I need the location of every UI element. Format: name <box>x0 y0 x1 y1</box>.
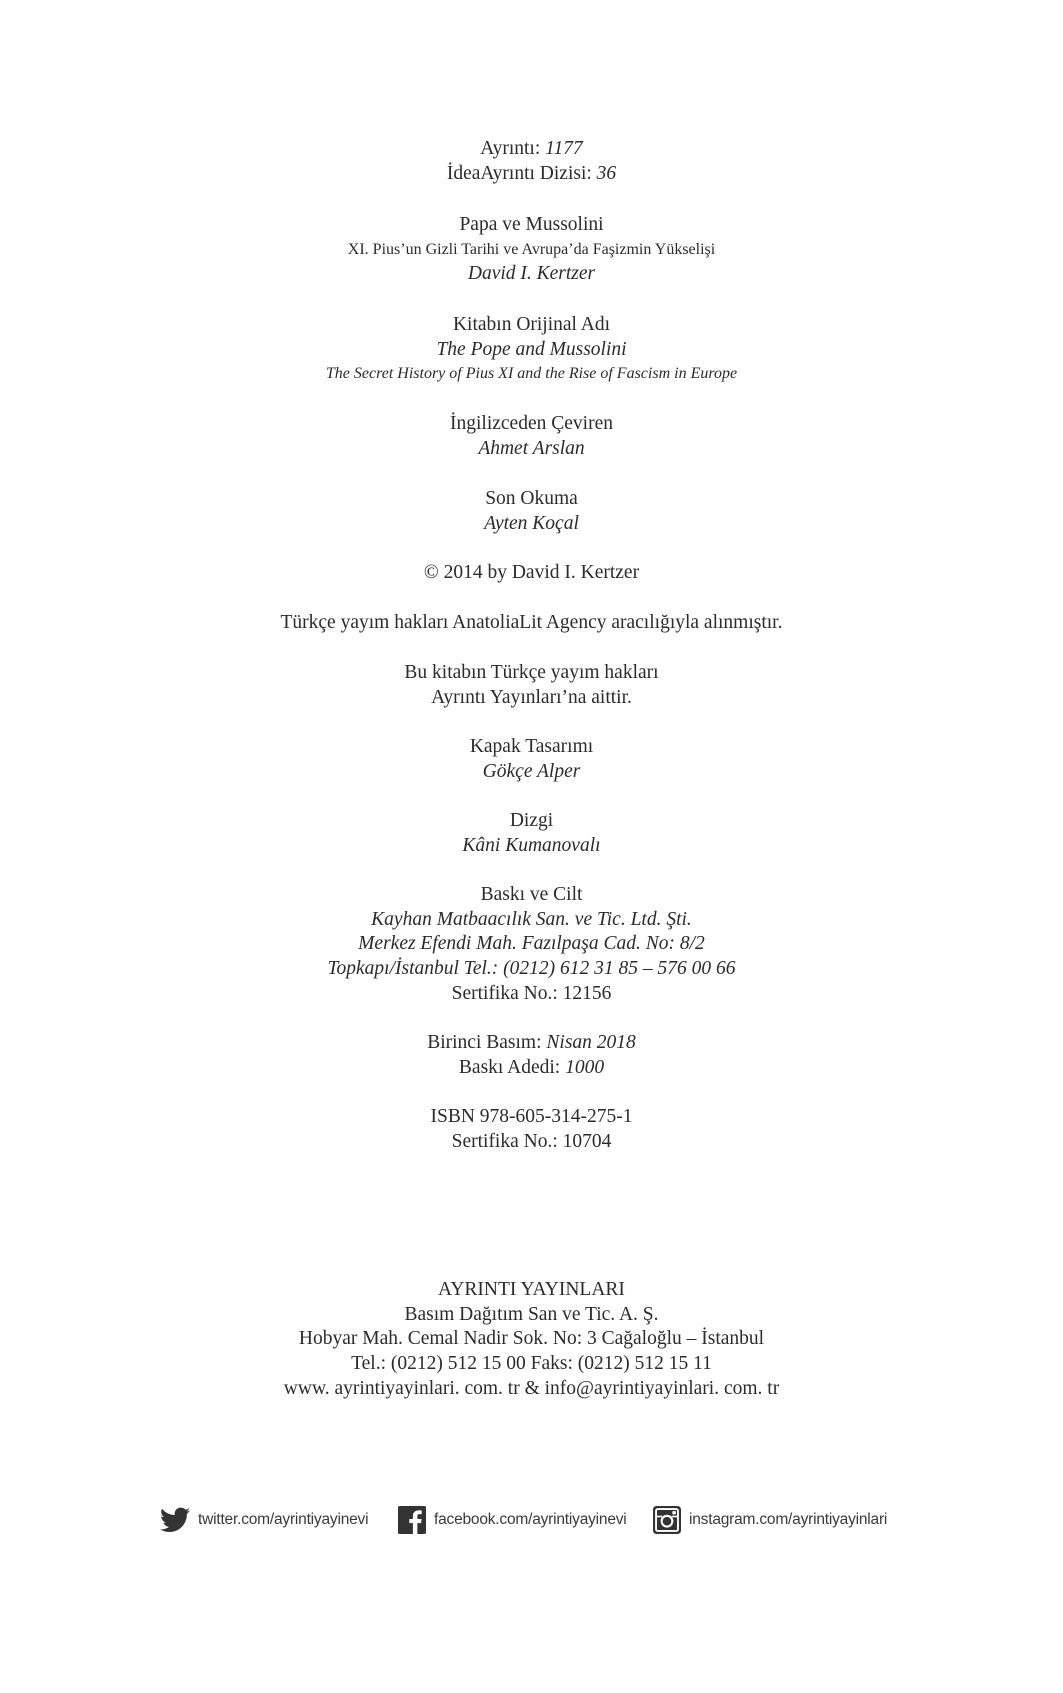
twitter-handle: twitter.com/ayrintiyayinevi <box>198 1511 369 1528</box>
print-run: 1000 <box>565 1056 605 1078</box>
printing-block <box>0 883 1063 1007</box>
original-title: The Pope and Mussolini <box>436 338 627 360</box>
rights-block <box>0 661 1063 710</box>
translator-block <box>0 412 1063 461</box>
cover-design-block <box>0 735 1063 784</box>
translator-label: İngilizceden Çeviren <box>450 413 613 434</box>
facebook-handle: facebook.com/ayrintiyayinevi <box>434 1511 627 1528</box>
title-block <box>0 213 1063 287</box>
publisher-block <box>0 1278 1063 1402</box>
instagram-handle: instagram.com/ayrintiyayinlari <box>689 1511 888 1528</box>
sub-series-number: 36 <box>596 162 617 184</box>
book-title: Papa ve Mussolini <box>459 214 604 235</box>
twitter-icon <box>160 1507 190 1533</box>
isbn-block <box>0 1105 1063 1154</box>
proofreader-name: Ayten Koçal <box>484 512 579 534</box>
facebook-icon <box>398 1506 426 1534</box>
sub-series-label: İdeaAyrıntı Dizisi: <box>446 162 597 184</box>
book-subtitle: XI. Pius’un Gizli Tarihi ve Avrupa’da Faşizmin Yükselişi <box>347 240 716 258</box>
isbn: ISBN 978-605-314-275-1 <box>430 1106 633 1127</box>
publisher-company: Basım Dağıtım San ve Tic. A. Ş. <box>404 1303 659 1325</box>
typesetting-label: Dizgi <box>509 810 554 831</box>
print-run-label: Baskı Adedi: <box>458 1056 566 1078</box>
first-edition-date: Nisan 2018 <box>546 1032 636 1053</box>
publisher-web-email: www. ayrintiyayinlari. com. tr & info@ayrintiyayinlari. com. tr <box>283 1377 780 1399</box>
original-title-block <box>0 313 1063 387</box>
print-run-line <box>0 1056 1063 1081</box>
proofreading-label: Son Okuma <box>485 488 578 509</box>
original-title-label: Kitabın Orijinal Adı <box>452 314 611 335</box>
series-label: Ayrıntı: <box>480 138 546 159</box>
instagram-link[interactable] <box>653 1504 887 1536</box>
typesetter-name: Kâni Kumanovalı <box>462 834 601 856</box>
book-author: David I. Kertzer <box>467 263 596 285</box>
copyright-block <box>0 561 1063 586</box>
cover-designer: Gökçe Alper <box>482 760 581 782</box>
publisher-address: Hobyar Mah. Cemal Nadir Sok. No: 3 Cağaloğlu – İstanbul <box>298 1328 765 1350</box>
translator-name: Ahmet Arslan <box>478 437 585 459</box>
typesetting-block <box>0 809 1063 858</box>
original-subtitle: The Secret History of Pius XI and the Rise of Fascism in Europe <box>325 365 738 383</box>
proofreading-block <box>0 487 1063 536</box>
publisher-phone-fax: Tel.: (0212) 512 15 00 Faks: (0212) 512 15 11 <box>351 1353 712 1375</box>
rights-agency-block <box>0 611 1063 636</box>
cover-design-label: Kapak Tasarımı <box>469 736 594 757</box>
printer-certificate: Sertifika No.: 12156 <box>451 982 612 1004</box>
printer-city-phone: Topkapı/İstanbul Tel.: (0212) 612 31 85 – 576 00 66 <box>327 958 736 980</box>
instagram-icon <box>653 1506 681 1534</box>
publisher-certificate: Sertifika No.: 10704 <box>451 1130 612 1152</box>
publisher-name: AYRINTI YAYINLARI <box>438 1279 625 1300</box>
facebook-link[interactable] <box>398 1504 627 1536</box>
series-block <box>0 137 1063 186</box>
first-edition-line <box>0 1031 1063 1056</box>
sub-series-line <box>0 162 1063 187</box>
printing-label: Baskı ve Cilt <box>480 884 583 905</box>
twitter-link[interactable] <box>160 1504 368 1536</box>
printer-name: Kayhan Matbaacılık San. ve Tic. Ltd. Şti. <box>371 908 692 930</box>
rights-line-1: Bu kitabın Türkçe yayım hakları <box>404 662 659 683</box>
printer-address: Merkez Efendi Mah. Fazılpaşa Cad. No: 8/2 <box>358 933 705 955</box>
rights-agency: Türkçe yayım hakları AnatoliaLit Agency aracılığıyla alınmıştır. <box>280 612 783 633</box>
rights-line-2: Ayrıntı Yayınları’na aittir. <box>431 686 632 708</box>
edition-block <box>0 1031 1063 1080</box>
copyright-notice: © 2014 by David I. Kertzer <box>423 562 640 583</box>
first-edition-label: Birinci Basım: <box>427 1032 547 1053</box>
series-line <box>0 137 1063 162</box>
series-number: 1177 <box>545 138 583 159</box>
